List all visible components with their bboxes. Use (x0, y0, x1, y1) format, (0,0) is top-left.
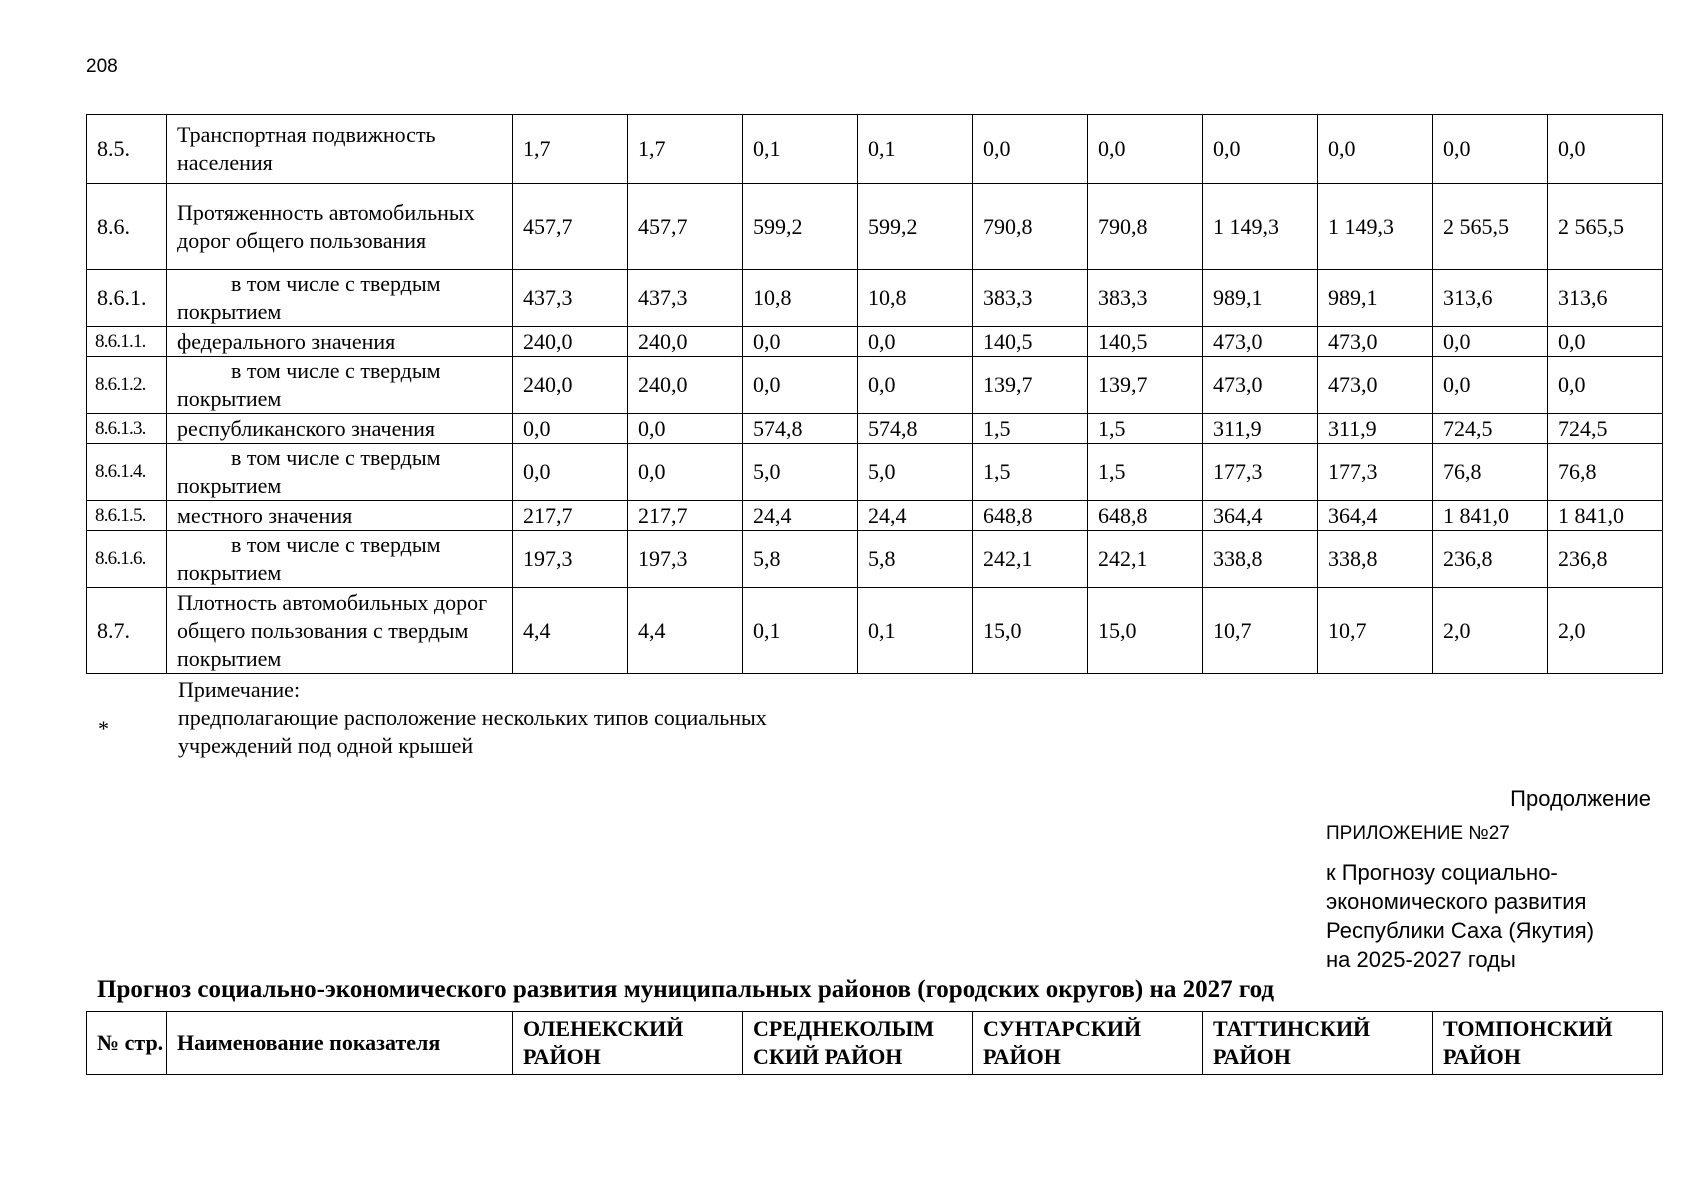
table-cell: 473,0 (1318, 357, 1433, 414)
table-cell: 599,2 (858, 184, 973, 270)
table-cell: 457,7 (628, 184, 743, 270)
row-name: Протяженность автомобильных дорог общего пользования (167, 184, 513, 270)
table-row (87, 501, 1663, 531)
row-name: республиканского значения (167, 414, 513, 444)
table-cell: 217,7 (513, 501, 628, 531)
table-cell: 1,5 (973, 414, 1088, 444)
table-cell: 242,1 (1088, 531, 1203, 588)
table-cell: 2 565,5 (1433, 184, 1548, 270)
table-cell: 473,0 (1203, 327, 1318, 357)
table-cell: 437,3 (628, 270, 743, 327)
table-row (87, 414, 1663, 444)
table-row (87, 531, 1663, 588)
table-cell: 989,1 (1203, 270, 1318, 327)
table-row (87, 588, 1663, 674)
appendix-line: к Прогнозу социально- (1326, 860, 1558, 885)
table-cell: 574,8 (858, 414, 973, 444)
table-cell: 0,0 (1548, 327, 1663, 357)
table-row (87, 357, 1663, 414)
table-cell: 15,0 (1088, 588, 1203, 674)
table-cell: 236,8 (1433, 531, 1548, 588)
note-line: предполагающие расположение нескольких типов социальных (178, 705, 767, 730)
table-cell: 2,0 (1433, 588, 1548, 674)
table-cell: 457,7 (513, 184, 628, 270)
row-name: в том числе с твердым покрытием (167, 444, 513, 501)
table-cell: 0,1 (743, 115, 858, 184)
table-cell: 473,0 (1203, 357, 1318, 414)
table-cell: 473,0 (1318, 327, 1433, 357)
table-cell: 0,1 (743, 588, 858, 674)
table-cell: 1 841,0 (1433, 501, 1548, 531)
table-cell: 0,0 (1433, 115, 1548, 184)
row-name: Транспортная подвижность населения (167, 115, 513, 184)
table-cell: 364,4 (1203, 501, 1318, 531)
table-cell: 0,0 (743, 357, 858, 414)
table-cell: 0,0 (1548, 357, 1663, 414)
table-cell: 1,5 (973, 444, 1088, 501)
table-cell: 338,8 (1318, 531, 1433, 588)
row-name: в том числе с твердым покрытием (167, 357, 513, 414)
table-cell: 989,1 (1318, 270, 1433, 327)
table-cell: 5,0 (743, 444, 858, 501)
table-cell: 0,0 (743, 327, 858, 357)
continuation-label: Продолжение (1510, 786, 1651, 811)
header-district: ТОМПОНСКИЙ РАЙОН (1433, 1012, 1663, 1075)
row-code: 8.6.1.6. (87, 531, 167, 588)
table-row (87, 115, 1663, 184)
table-cell: 0,1 (858, 115, 973, 184)
table-cell: 790,8 (973, 184, 1088, 270)
table-cell: 240,0 (628, 357, 743, 414)
table-cell: 0,0 (1088, 115, 1203, 184)
table-cell: 197,3 (628, 531, 743, 588)
row-name: Плотность автомобильных дорог общего пользования с твердым покрытием (167, 588, 513, 674)
table-cell: 0,0 (628, 444, 743, 501)
table-cell: 0,0 (1203, 115, 1318, 184)
forecast-header-table (86, 1011, 1663, 1075)
table-cell: 311,9 (1318, 414, 1433, 444)
note-line: учреждений под одной крышей (178, 733, 474, 758)
appendix-line: экономического развития (1326, 889, 1587, 914)
table-cell: 0,1 (858, 588, 973, 674)
note-title: Примечание: (178, 677, 301, 702)
table-cell: 383,3 (973, 270, 1088, 327)
row-code: 8.5. (87, 115, 167, 184)
row-code: 8.6.1.3. (87, 414, 167, 444)
table-cell: 10,7 (1203, 588, 1318, 674)
header-row (87, 1012, 1663, 1075)
header-district: СРЕДНЕКОЛЫМ СКИЙ РАЙОН (743, 1012, 973, 1075)
row-name: в том числе с твердым покрытием (167, 531, 513, 588)
table-cell: 2 565,5 (1548, 184, 1663, 270)
header-district: СУНТАРСКИЙ РАЙОН (973, 1012, 1203, 1075)
table-cell: 24,4 (743, 501, 858, 531)
header-district: ОЛЕНЕКСКИЙ РАЙОН (513, 1012, 743, 1075)
table-cell: 313,6 (1433, 270, 1548, 327)
table-cell: 2,0 (1548, 588, 1663, 674)
table-cell: 76,8 (1548, 444, 1663, 501)
row-name: в том числе с твердым покрытием (167, 270, 513, 327)
table-cell: 10,7 (1318, 588, 1433, 674)
header-num-col: № стр. (87, 1012, 167, 1075)
table-cell: 790,8 (1088, 184, 1203, 270)
table-cell: 311,9 (1203, 414, 1318, 444)
table-cell: 1,7 (628, 115, 743, 184)
appendix-number: ПРИЛОЖЕНИЕ №27 (1326, 823, 1510, 844)
row-name: федерального значения (167, 327, 513, 357)
table-cell: 5,8 (858, 531, 973, 588)
table-cell: 177,3 (1203, 444, 1318, 501)
table-cell: 1 149,3 (1318, 184, 1433, 270)
table-cell: 240,0 (513, 327, 628, 357)
table-cell: 236,8 (1548, 531, 1663, 588)
table-cell: 1,5 (1088, 444, 1203, 501)
table-cell: 0,0 (858, 327, 973, 357)
table-cell: 338,8 (1203, 531, 1318, 588)
row-code: 8.6.1.1. (87, 327, 167, 357)
page-number: 208 (86, 56, 118, 77)
table-cell: 10,8 (743, 270, 858, 327)
table-cell: 724,5 (1433, 414, 1548, 444)
header-district: ТАТТИНСКИЙ РАЙОН (1203, 1012, 1433, 1075)
table-cell: 76,8 (1433, 444, 1548, 501)
table-cell: 364,4 (1318, 501, 1433, 531)
table-cell: 197,3 (513, 531, 628, 588)
table-cell: 1 841,0 (1548, 501, 1663, 531)
appendix-reference (1326, 858, 1594, 974)
table-cell: 140,5 (973, 327, 1088, 357)
table-cell: 1,5 (1088, 414, 1203, 444)
table-cell: 0,0 (1433, 357, 1548, 414)
note-asterisk: * (98, 716, 109, 741)
table-cell: 4,4 (628, 588, 743, 674)
table-cell: 0,0 (513, 414, 628, 444)
note-block (178, 676, 767, 760)
table-cell: 140,5 (1088, 327, 1203, 357)
table-cell: 240,0 (628, 327, 743, 357)
table-cell: 437,3 (513, 270, 628, 327)
table-cell: 0,0 (1433, 327, 1548, 357)
table-cell: 648,8 (973, 501, 1088, 531)
table-row (87, 444, 1663, 501)
appendix-line: на 2025-2027 годы (1326, 947, 1516, 972)
table-row (87, 270, 1663, 327)
table-cell: 0,0 (1548, 115, 1663, 184)
table-cell: 0,0 (628, 414, 743, 444)
table-cell: 10,8 (858, 270, 973, 327)
appendix-line: Республики Саха (Якутия) (1326, 918, 1595, 943)
table-cell: 177,3 (1318, 444, 1433, 501)
table-cell: 599,2 (743, 184, 858, 270)
table-cell: 5,0 (858, 444, 973, 501)
table-cell: 648,8 (1088, 501, 1203, 531)
table-cell: 240,0 (513, 357, 628, 414)
table-cell: 0,0 (973, 115, 1088, 184)
row-code: 8.6.1.5. (87, 501, 167, 531)
table-cell: 139,7 (973, 357, 1088, 414)
table-cell: 139,7 (1088, 357, 1203, 414)
table-cell: 15,0 (973, 588, 1088, 674)
table-cell: 574,8 (743, 414, 858, 444)
table-cell: 1 149,3 (1203, 184, 1318, 270)
table-cell: 313,6 (1548, 270, 1663, 327)
indicators-table (86, 114, 1663, 674)
table-row (87, 327, 1663, 357)
table-cell: 4,4 (513, 588, 628, 674)
table-cell: 217,7 (628, 501, 743, 531)
row-code: 8.6. (87, 184, 167, 270)
table-cell: 383,3 (1088, 270, 1203, 327)
table-cell: 724,5 (1548, 414, 1663, 444)
table-cell: 0,0 (858, 357, 973, 414)
table-row (87, 184, 1663, 270)
table-cell: 0,0 (513, 444, 628, 501)
table-cell: 24,4 (858, 501, 973, 531)
forecast-title: Прогноз социально-экономического развития муниципальных районов (городских округов) на 2027 год (97, 976, 1275, 1003)
table-cell: 1,7 (513, 115, 628, 184)
header-name-col: Наименование показателя (167, 1012, 513, 1075)
row-code: 8.7. (87, 588, 167, 674)
row-name: местного значения (167, 501, 513, 531)
row-code: 8.6.1.4. (87, 444, 167, 501)
table-cell: 242,1 (973, 531, 1088, 588)
table-cell: 5,8 (743, 531, 858, 588)
row-code: 8.6.1.2. (87, 357, 167, 414)
table-cell: 0,0 (1318, 115, 1433, 184)
row-code: 8.6.1. (87, 270, 167, 327)
